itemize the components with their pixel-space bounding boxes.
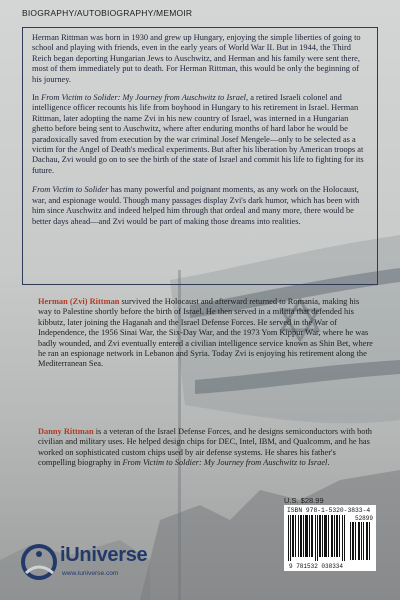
barcode-number: 9 781532 038334 xyxy=(289,563,344,570)
addon-bars xyxy=(350,522,372,560)
synopsis-paragraph-1: Herman Rittman was born in 1930 and grew up Hungary, enjoying the simple liberties of going to school and playing with friends, even in the early years of World War II. But in 1944, the Third Reich began deporting Hungarian Jews to Auschwitz, and Herman and his family were sent there, most of them immediately put to death. For Herman Rittman, this would be only the beginning of his journey. xyxy=(32,33,361,84)
publisher-name: iUniverse xyxy=(60,544,148,566)
author-bio-text: survived the Holocaust and afterward returned to Romania, making his way to Palestine shortly before the birth of Israel. He then served in a militia that defended his kibbutz, later joining the Haganah and the Israel Defense Forces. He served in the War of Independence, the 1956 Sinai War, the Six-Day War, and the 1973 Yom Kippur War, where he was badly wounded, and Zvi eventually entered a civilian intelligence service known as Shin Bet, where he ran an espionage network in Lebanon and Syria. Today Zvi is enjoying his retirement along the Mediterranean Sea. xyxy=(38,297,373,369)
publisher-logo xyxy=(20,543,148,583)
price-label: U.S. $28.99 xyxy=(284,496,324,505)
synopsis-text: has many powerful and poignant moments, as any work on the Holocaust, war, and espionage would. Though many passages display Zvi's dark humor, which has been with him since Auschwitz and indeed helped him through that ordeal and many more, there would be better days ahead—and Zvi would be part of making those dreams into realities. xyxy=(32,185,360,226)
iuniverse-logo-icon xyxy=(20,543,58,581)
coauthor-bio-end: . xyxy=(327,458,330,468)
coauthor-name: Danny Rittman xyxy=(38,427,94,436)
coauthor-bio xyxy=(38,427,374,469)
price-addon-code: 52899 xyxy=(354,515,373,522)
synopsis-paragraph-2 xyxy=(32,93,370,176)
synopsis-text: , a retired Israeli colonel and intelligence officer recounts his life from boyhood in Hungary to his retirement in Israel. Herman Rittman, later adopting the name Zvi in his new country of Israel, was interned in a Hungarian ghetto before being sent to Auschwitz, where after enduring months of hard labor he would be paradoxically saved from execution by the war criminal Josef Mengele—only to be selected as a victim for the Angel of Death's medical experiments. But after his liberation by American troops at Dachau, Zvi would go on to see the birth of the state of Israel and commit his life to fighting for its future. xyxy=(32,93,364,175)
author-bio xyxy=(38,297,374,370)
genre-category: BIOGRAPHY/AUTOBIOGRAPHY/MEMOIR xyxy=(22,8,193,18)
barcode-bars xyxy=(288,515,348,561)
coauthor-bio-text: is a veteran of the Israel Defense Forces, and he designs semiconductors with both civilian and military uses. He helped design chips for DEC, Intel, IBM, and Qualcomm, and he has worked on sophisticated custom chips used by air defense systems. He shares his father's compelling biography in xyxy=(38,427,372,468)
isbn-number: ISBN 978-1-5320-3833-4 xyxy=(287,507,371,514)
book-title-short: From Victim to Solider xyxy=(32,185,109,195)
synopsis-paragraph-3 xyxy=(32,185,370,227)
publisher-url: www.iuniverse.com xyxy=(62,570,119,577)
isbn-barcode xyxy=(284,505,376,571)
intro-text: In xyxy=(32,93,42,103)
synopsis-box xyxy=(22,27,378,285)
book-title-full: From Victim to Soldier: My Journey from Auschwitz to Israel xyxy=(122,458,328,468)
author-name: Herman (Zvi) Rittman xyxy=(38,297,120,306)
book-title: From Victim to Solider: My Journey from Auschwitz to Israel xyxy=(41,93,247,103)
